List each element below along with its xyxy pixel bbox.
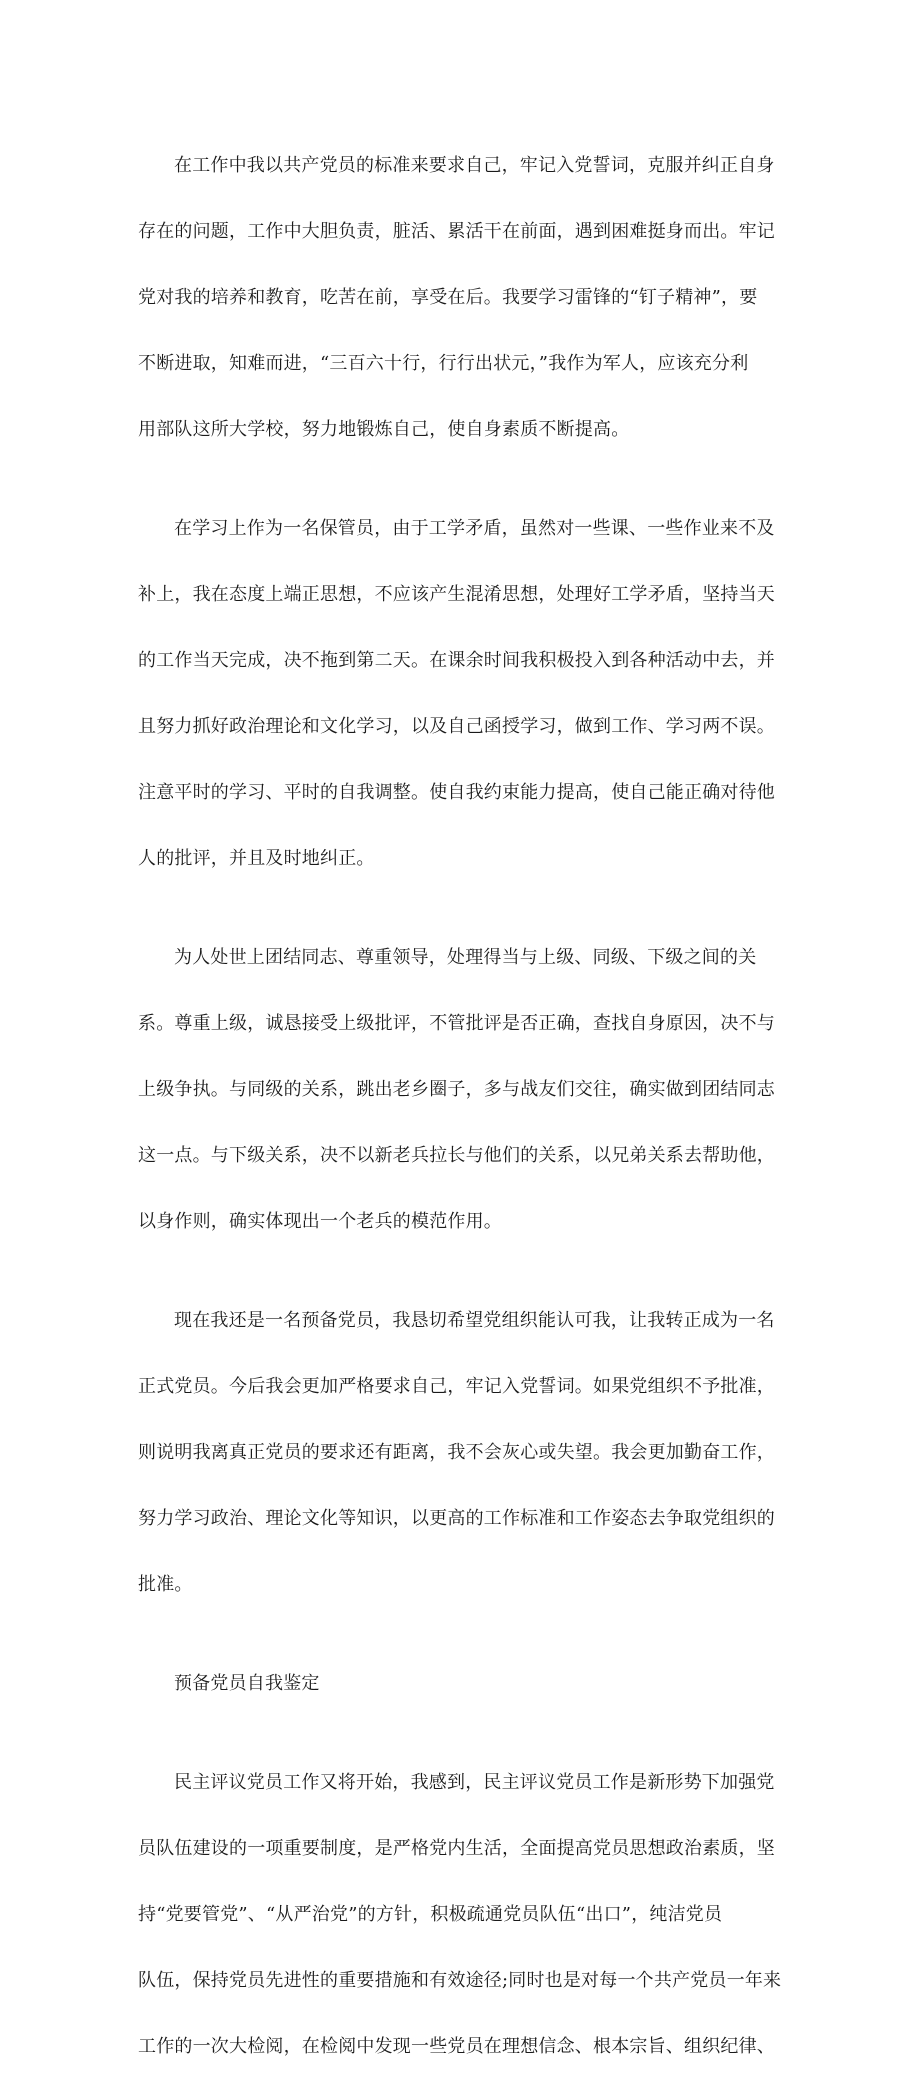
text-line: 在学习上作为一名保管员，由于工学矛盾，虽然对一些课、一些作业来不及 bbox=[174, 518, 775, 539]
paragraph-probation bbox=[138, 1271, 788, 1634]
text-line: 批准。 bbox=[138, 1574, 193, 1595]
text-line: 工作的一次大检阅，在检阅中发现一些党员在理想信念、根本宗旨、组织纪律、 bbox=[138, 2036, 775, 2057]
text-line: 以身作则，确实体现出一个老兵的模范作用。 bbox=[138, 1211, 502, 1232]
section-heading bbox=[138, 1634, 788, 1733]
text-line: 队伍，保持党员先进性的重要措施和有效途径;同时也是对每一个共产党员一年来 bbox=[138, 1970, 782, 1991]
paragraph-evaluation bbox=[138, 1733, 788, 2096]
paragraph-work bbox=[138, 116, 788, 479]
text-line: 正式党员。今后我会更加严格要求自己，牢记入党誓词。如果党组织不予批准， bbox=[138, 1376, 775, 1397]
text-line: 的工作当天完成，决不拖到第二天。在课余时间我积极投入到各种活动中去，并 bbox=[138, 650, 775, 671]
text-line: 为人处世上团结同志、尊重领导，处理得当与上级、同级、下级之间的关 bbox=[174, 947, 757, 968]
document-body bbox=[138, 116, 788, 2096]
text-line: 党对我的培养和教育，吃苦在前，享受在后。我要学习雷锋的“钉子精神”，要 bbox=[138, 287, 758, 308]
text-line: 不断进取，知难而进，“三百六十行，行行出状元，”我作为军人，应该充分利 bbox=[138, 353, 749, 374]
text-line: 补上，我在态度上端正思想，不应该产生混淆思想，处理好工学矛盾，坚持当天 bbox=[138, 584, 775, 605]
text-line: 用部队这所大学校，努力地锻炼自己，使自身素质不断提高。 bbox=[138, 419, 630, 440]
section-title: 预备党员自我鉴定 bbox=[174, 1673, 320, 1694]
text-line: 这一点。与下级关系，决不以新老兵拉长与他们的关系，以兄弟关系去帮助他， bbox=[138, 1145, 775, 1166]
text-line: 现在我还是一名预备党员，我恳切希望党组织能认可我，让我转正成为一名 bbox=[174, 1310, 775, 1331]
text-line: 上级争执。与同级的关系，跳出老乡圈子，多与战友们交往，确实做到团结同志 bbox=[138, 1079, 775, 1100]
text-line: 则说明我离真正党员的要求还有距离，我不会灰心或失望。我会更加勤奋工作， bbox=[138, 1442, 775, 1463]
text-line: 民主评议党员工作又将开始，我感到，民主评议党员工作是新形势下加强党 bbox=[174, 1772, 775, 1793]
text-line: 人的批评，并且及时地纠正。 bbox=[138, 848, 375, 869]
text-line: 在工作中我以共产党员的标准来要求自己，牢记入党誓词，克服并纠正自身 bbox=[174, 155, 775, 176]
text-line: 努力学习政治、理论文化等知识，以更高的工作标准和工作姿态去争取党组织的 bbox=[138, 1508, 775, 1529]
text-line: 员队伍建设的一项重要制度，是严格党内生活，全面提高党员思想政治素质，坚 bbox=[138, 1838, 775, 1859]
text-line: 且努力抓好政治理论和文化学习，以及自己函授学习，做到工作、学习两不误。 bbox=[138, 716, 775, 737]
text-line: 系。尊重上级，诚恳接受上级批评，不管批评是否正确，查找自身原因，决不与 bbox=[138, 1013, 775, 1034]
text-line: 持“党要管党”、“从严治党”的方针，积极疏通党员队伍“出口”，纯洁党员 bbox=[138, 1904, 723, 1925]
text-line: 存在的问题，工作中大胆负责，脏活、累活干在前面，遇到困难挺身而出。牢记 bbox=[138, 221, 775, 242]
paragraph-relations bbox=[138, 908, 788, 1271]
paragraph-study bbox=[138, 479, 788, 908]
text-line: 注意平时的学习、平时的自我调整。使自我约束能力提高，使自己能正确对待他 bbox=[138, 782, 775, 803]
